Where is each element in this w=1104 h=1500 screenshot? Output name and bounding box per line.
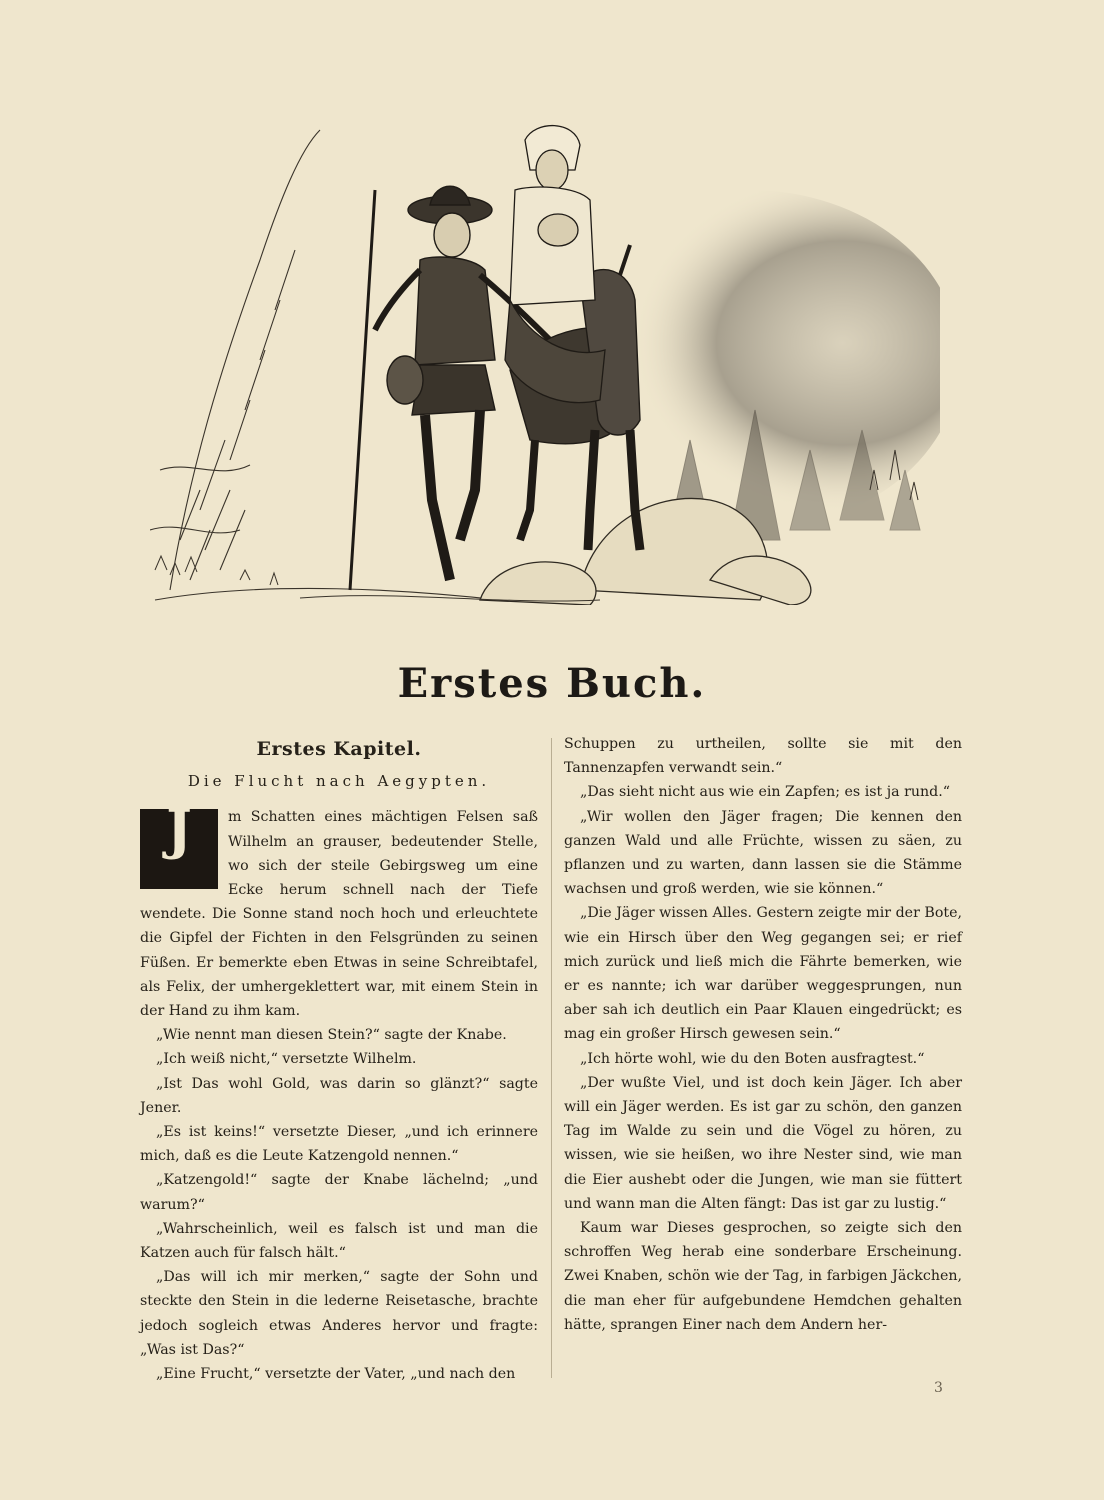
chapter-subtitle: Die Flucht nach Aegypten. [187, 772, 491, 791]
book-title: Erstes Buch. [397, 660, 707, 707]
paragraph: „Der wußte Viel, und ist doch kein Jäger. Ich aber will ein Jäger werden. Es ist gar zu schön, den ganzen Tag im Walde zu sein und die Vögel zu hören, zu wissen, wie sie heißen, wo ihre Nester sind, wie man die Eier aushebt oder die Jungen, wie man sie füttert und wann man die Alten fängt: Das ist gar zu lustig.“ [564, 1074, 962, 1212]
paragraph: „Ist Das wohl Gold, was darin so glänzt?“ sagte Jener. [140, 1075, 538, 1116]
paragraph: „Das sieht nicht aus wie ein Zapfen; es ist ja rund.“ [580, 784, 951, 801]
paragraph: „Die Jäger wissen Alles. Gestern zeigte mir der Bote, wie ein Hirsch über den Weg gegangen sei; er rief mich zurück und ließ mich die Fährte bemerken, wie er es nannte; ich war darüber weggesprungen, nun aber sah ich deutlich ein Paar Klauen eingedrückt; es mag ein großer Hirsch gewesen sein.“ [564, 905, 962, 1043]
page-number: 3 [934, 1380, 943, 1396]
chapter-title: Erstes Kapitel. [256, 738, 422, 760]
paragraph: „Wahrscheinlich, weil es falsch ist und man die Katzen auch für falsch hält.“ [140, 1220, 538, 1262]
paragraph: Kaum war Dieses gesprochen, so zeigte sich den schroffen Weg herab eine sonderbare Erscheinung. Zwei Knaben, schön wie der Tag, in farbigen Jäckchen, die man eher für aufgebundene Hemdchen gehalten hätte, sprangen Einer nach dem Andern her- [564, 1220, 962, 1333]
column-divider [551, 738, 552, 1378]
woman-with-child [505, 126, 605, 403]
paragraph: Schuppen zu urtheilen, sollte sie mit den Tannenzapfen verwandt sein.“ [564, 736, 962, 777]
left-column [140, 732, 538, 1386]
right-column [564, 732, 962, 1337]
engraving-illustration [150, 110, 940, 605]
paragraph: „Es ist keins!“ versetzte Dieser, „und ich erinnere mich, daß es die Leute Katzengold nennen.“ [140, 1124, 538, 1165]
first-paragraph [140, 797, 538, 1023]
dropcap-initial [140, 797, 218, 889]
dropcap-letter: J [166, 797, 192, 862]
paragraph: „Ich hörte wohl, wie du den Boten ausfragtest.“ [580, 1050, 925, 1067]
paragraph: „Wir wollen den Jäger fragen; Die kennen den ganzen Wald und alle Früchte, wissen zu säen, zu pflanzen und zu warten, dann lassen sie die Stämme wachsen und groß werden, wie sie können.“ [564, 808, 962, 898]
paragraph: „Wie nennt man diesen Stein?“ sagte der Knabe. [156, 1027, 507, 1044]
paragraph: „Das will ich mir merken,“ sagte der Sohn und steckte den Stein in die lederne Reisetasche, brachte jedoch sogleich etwas Anderes hervor und fragte: „Was ist Das?“ [140, 1269, 538, 1358]
paragraph: m Schatten eines mächtigen Felsen saß Wilhelm an grauser, bedeutender Stelle, wo sich der steile Gebirgsweg um eine Ecke herum schnell nach der Tiefe wendete. Die Sonne stand noch hoch und erleuchtete die Gipfel der Fichten in den Felsgründen zu seinen Füßen. Er bemerkte eben Etwas in seine Schreibtafel, als Felix, der umhergeklettert war, mit einem Stein in der Hand zu ihm kam. [140, 809, 538, 1020]
paragraph: „Ich weiß nicht,“ versetzte Wilhelm. [156, 1051, 417, 1068]
paragraph: „Katzengold!“ sagte der Knabe lächelnd; „und warum?“ [140, 1172, 538, 1213]
paragraph: „Eine Frucht,“ versetzte der Vater, „und nach den [156, 1366, 516, 1383]
